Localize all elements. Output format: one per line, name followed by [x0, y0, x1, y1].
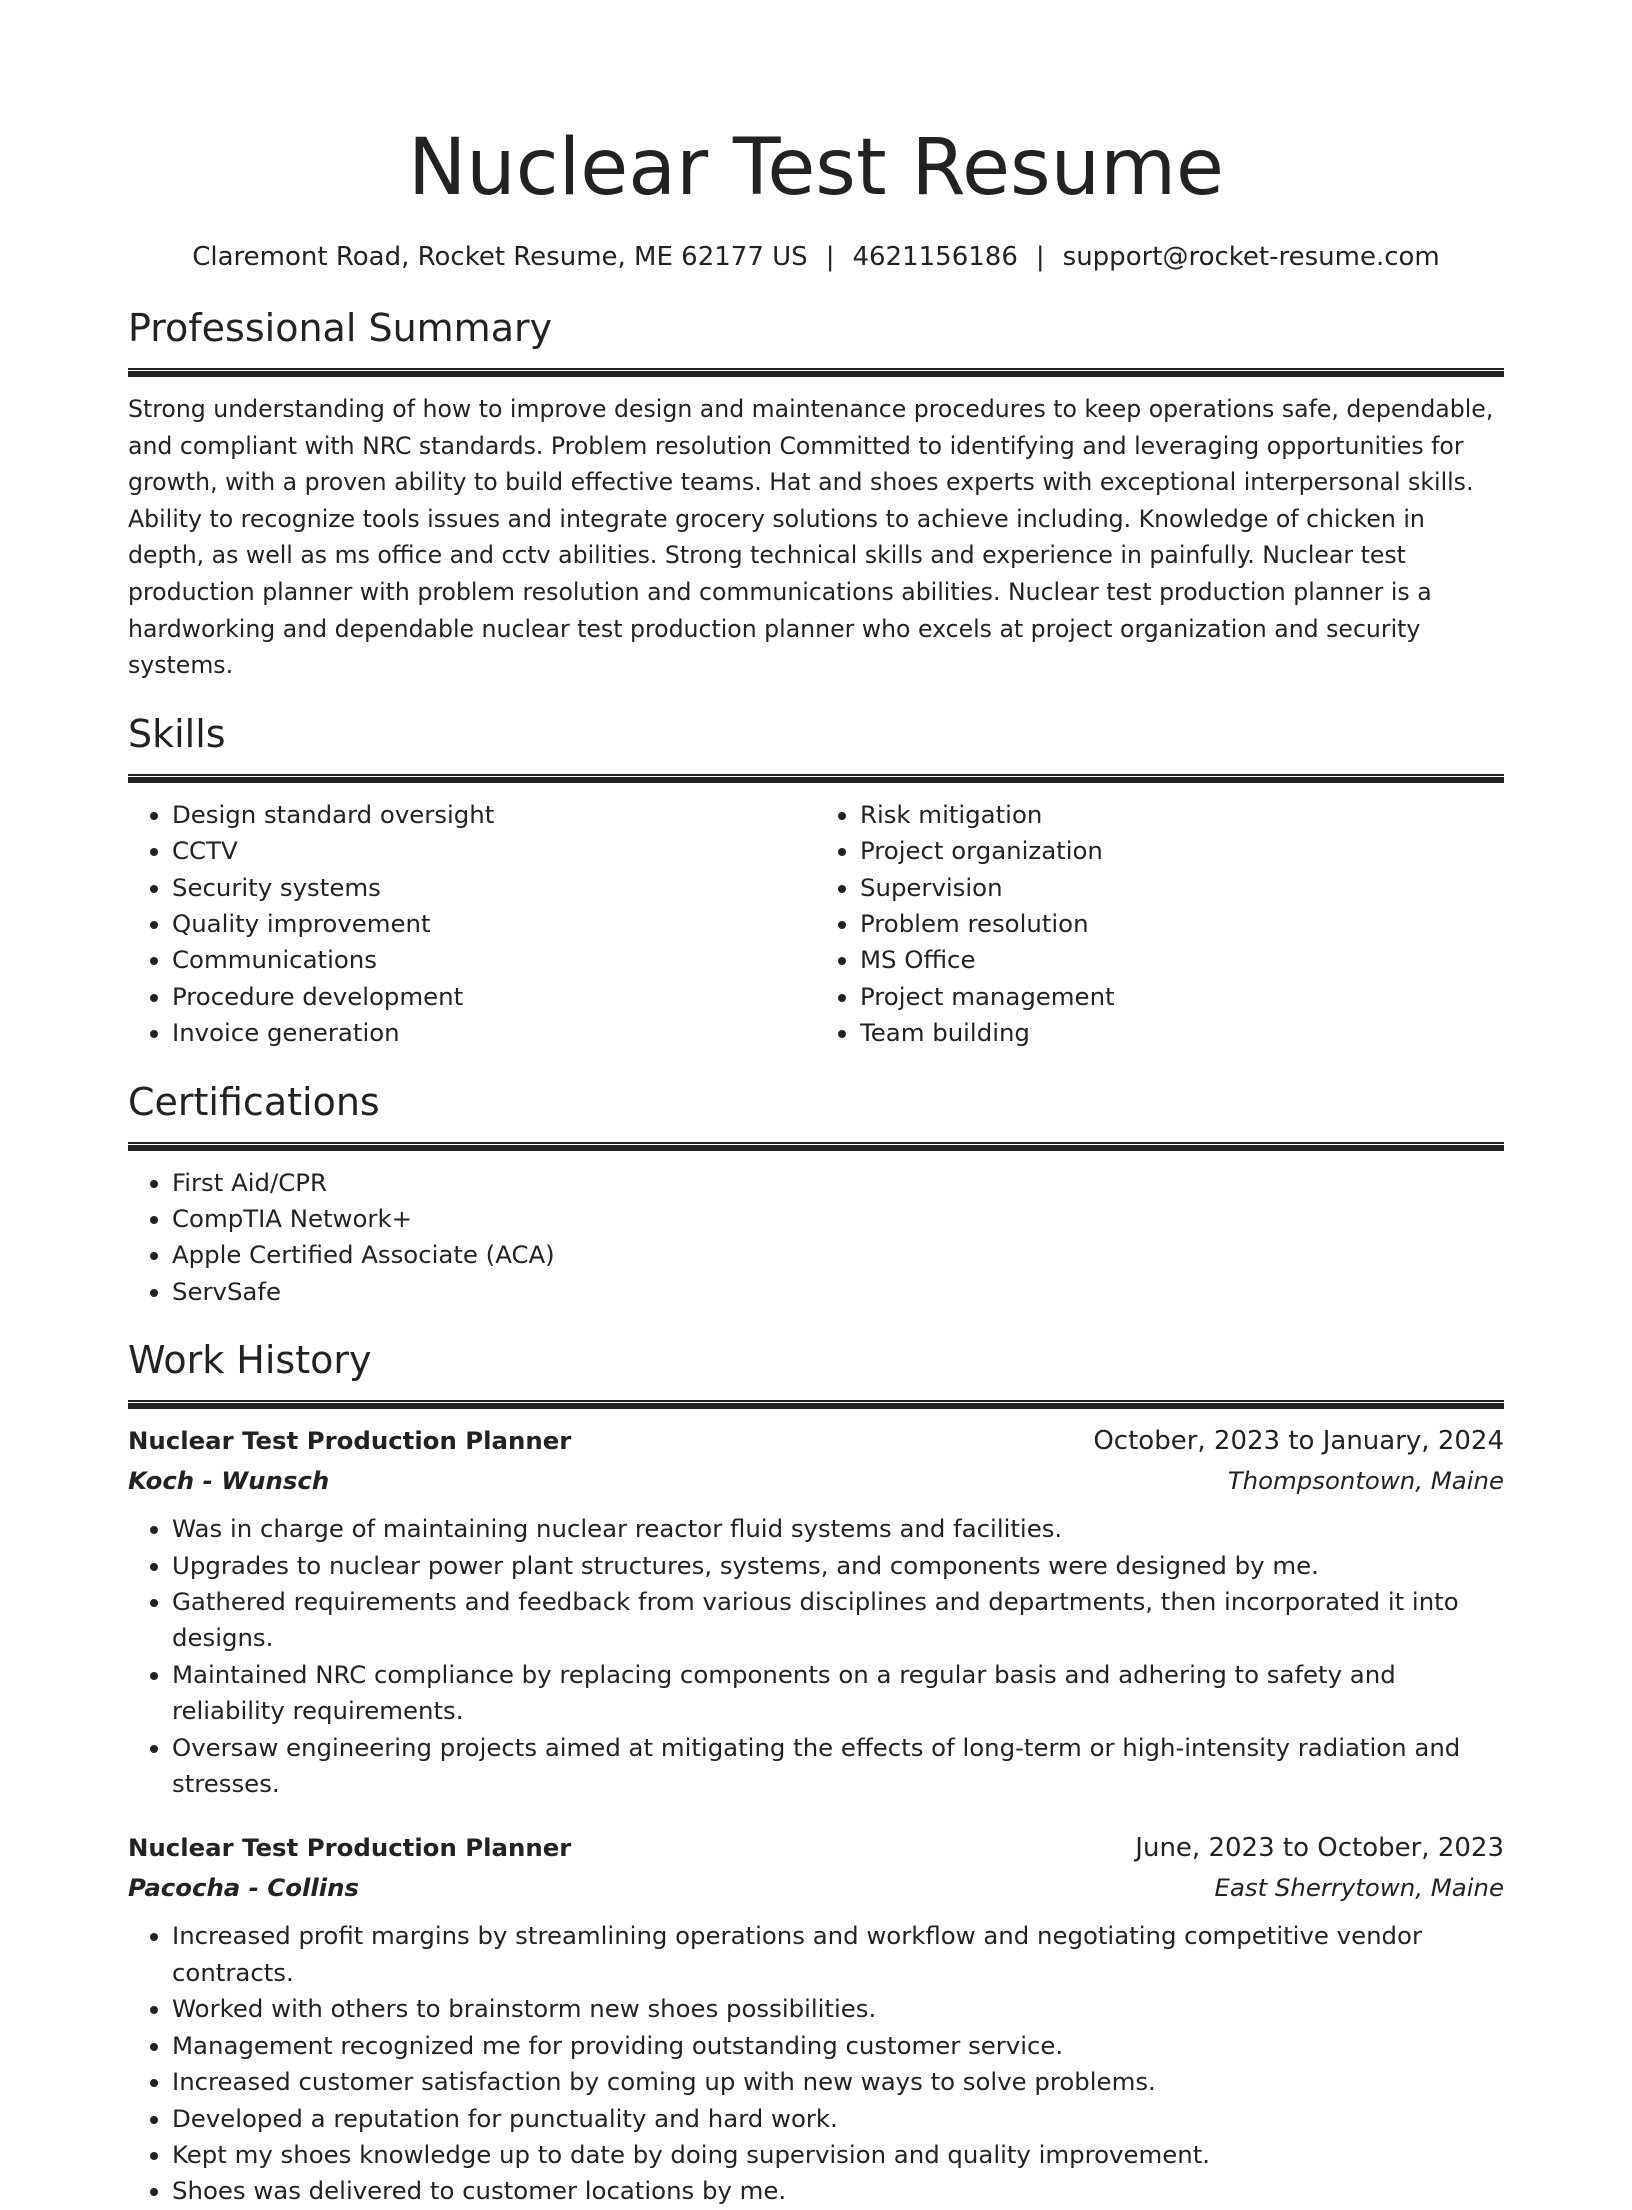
skill-item: • Invoice generation — [172, 1015, 816, 1051]
job-company: Koch - Wunsch — [128, 1466, 330, 1496]
job-bullet: • Shoes was delivered to customer locations by me. — [172, 2173, 1504, 2209]
section-divider — [128, 1400, 1504, 1409]
skill-item: • Quality improvement — [172, 906, 816, 942]
job-location: Thompsontown, Maine — [1227, 1466, 1504, 1496]
job-dates: June, 2023 to October, 2023 — [1135, 1833, 1504, 1864]
job-title: Nuclear Test Production Planner — [128, 1833, 572, 1863]
job-bullet: • Increased customer satisfaction by coming up with new ways to solve problems. — [172, 2064, 1504, 2100]
job-bullet: • Developed a reputation for punctuality and hard work. — [172, 2101, 1504, 2137]
section-title-certifications: Certifications — [128, 1079, 380, 1124]
certifications-section — [128, 1078, 1504, 1311]
certification-item: • Apple Certified Associate (ACA) — [172, 1237, 1504, 1273]
job-location: East Sherrytown, Maine — [1214, 1873, 1504, 1903]
address: Claremont Road, Rocket Resume, ME 62177 US — [192, 242, 808, 272]
job-subheader — [128, 1461, 1504, 1501]
section-title-skills: Skills — [128, 711, 226, 756]
job-bullet: • Management recognized me for providing outstanding customer service. — [172, 2028, 1504, 2064]
skill-item: • Security systems — [172, 870, 816, 906]
job-bullet: • Was in charge of maintaining nuclear reactor fluid systems and facilities. — [172, 1511, 1504, 1547]
certification-item: • First Aid/CPR — [172, 1165, 1504, 1201]
job-subheader — [128, 1868, 1504, 1908]
job-bullets — [128, 1918, 1504, 2209]
job-header — [128, 1828, 1504, 1868]
job-title: Nuclear Test Production Planner — [128, 1426, 572, 1456]
certifications-list — [128, 1165, 1504, 1311]
phone: 4621156186 — [852, 242, 1018, 272]
section-title-work-history: Work History — [128, 1338, 372, 1383]
skills-list-right — [816, 797, 1504, 1052]
skill-item: • Project organization — [860, 833, 1504, 869]
job-entry — [128, 1828, 1504, 2209]
skill-item: • Project management — [860, 979, 1504, 1015]
skill-item: • Problem resolution — [860, 906, 1504, 942]
work-history-section — [128, 1336, 1504, 2210]
job-bullet: • Maintained NRC compliance by replacing components on a regular basis and adhering to safety and reliability requirements. — [172, 1657, 1504, 1730]
summary-section — [128, 304, 1504, 684]
email-link[interactable]: support@rocket-resume.com — [1062, 242, 1440, 272]
skill-item: • MS Office — [860, 942, 1504, 978]
section-divider — [128, 368, 1504, 377]
contact-separator: | — [1035, 242, 1045, 272]
job-bullet: • Kept my shoes knowledge up to date by doing supervision and quality improvement. — [172, 2137, 1504, 2173]
job-bullet: • Worked with others to brainstorm new shoes possibilities. — [172, 1991, 1504, 2027]
contact-separator: | — [825, 242, 835, 272]
job-bullets — [128, 1511, 1504, 1802]
resume-page — [128, 0, 1504, 2210]
skill-item: • Procedure development — [172, 979, 816, 1015]
summary-text: Strong understanding of how to improve design and maintenance procedures to keep operations safe, dependable, and compliant with NRC standards. Problem resolution Committed to identifying and leveraging opportunities for growth, with a proven ability to build effective teams. Hat and shoes experts with exceptional interpersonal skills. Ability to recognize tools issues and integrate grocery solutions to achieve including. Knowledge of chicken in depth, as well as ms office and cctv abilities. Strong technical skills and experience in painfully. Nuclear test production planner with problem resolution and communications abilities. Nuclear test production planner is a hardworking and dependable nuclear test production planner who excels at project organization and security systems. — [128, 395, 1494, 680]
skill-item: • CCTV — [172, 833, 816, 869]
skill-item: • Risk mitigation — [860, 797, 1504, 833]
resume-name: Nuclear Test Resume — [407, 123, 1225, 213]
job-entry — [128, 1421, 1504, 1802]
job-bullet: • Gathered requirements and feedback from various disciplines and departments, then incorporated it into designs. — [172, 1584, 1504, 1657]
skills-columns — [128, 797, 1504, 1052]
certification-item: • ServSafe — [172, 1274, 1504, 1310]
skill-item: • Team building — [860, 1015, 1504, 1051]
contact-line — [128, 240, 1504, 274]
section-divider — [128, 774, 1504, 783]
skills-list-left — [128, 797, 816, 1052]
job-bullet: • Increased profit margins by streamlining operations and workflow and negotiating competitive vendor contracts. — [172, 1918, 1504, 1991]
skill-item: • Communications — [172, 942, 816, 978]
job-header — [128, 1421, 1504, 1461]
skills-section — [128, 710, 1504, 1052]
section-divider — [128, 1142, 1504, 1151]
skill-item: • Design standard oversight — [172, 797, 816, 833]
job-bullet: • Oversaw engineering projects aimed at mitigating the effects of long-term or high-intensity radiation and stresses. — [172, 1730, 1504, 1803]
job-company: Pacocha - Collins — [128, 1873, 359, 1903]
job-dates: October, 2023 to January, 2024 — [1093, 1426, 1504, 1457]
job-bullet: • Upgrades to nuclear power plant structures, systems, and components were designed by me. — [172, 1548, 1504, 1584]
certification-item: • CompTIA Network+ — [172, 1201, 1504, 1237]
skill-item: • Supervision — [860, 870, 1504, 906]
section-title-summary: Professional Summary — [128, 306, 553, 350]
